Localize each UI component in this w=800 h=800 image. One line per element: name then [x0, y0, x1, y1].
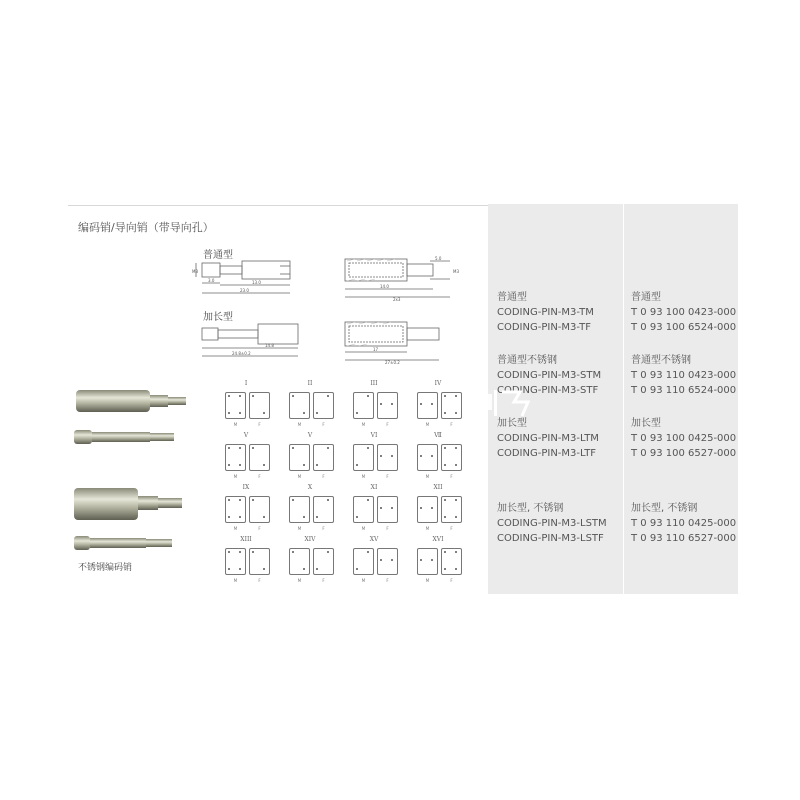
- coding-cell: [407, 434, 469, 478]
- coding-cell: [407, 486, 469, 530]
- coding-card-left: [289, 548, 310, 583]
- coding-card-left: [353, 496, 374, 531]
- coding-dot: [252, 499, 254, 501]
- coding-dot: [356, 464, 358, 466]
- panel-divider: [623, 204, 624, 594]
- coding-card-right: [313, 444, 334, 479]
- coding-dot: [367, 551, 369, 553]
- coding-card-mark: M: [233, 578, 238, 583]
- coding-dot: [455, 395, 457, 397]
- coding-dot: [431, 559, 433, 561]
- coding-dot: [431, 455, 433, 457]
- coding-cell: [343, 486, 405, 530]
- coding-card-right: [377, 496, 398, 531]
- coding-card-right: [249, 444, 270, 479]
- coding-cell: [279, 486, 341, 530]
- coding-card-left: [417, 548, 438, 583]
- photo-caption: 不锈钢编码销: [78, 563, 133, 573]
- type-label: 普通型不锈钢: [631, 355, 691, 366]
- coding-dot: [239, 516, 241, 518]
- coding-dot: [252, 447, 254, 449]
- coding-dot: [444, 464, 446, 466]
- coding-card-mark: F: [322, 474, 325, 479]
- coding-dot: [228, 499, 230, 501]
- coding-cell: [279, 538, 341, 582]
- coding-card-right: [377, 444, 398, 479]
- coding-card-left: [225, 548, 246, 583]
- coding-card-mark: F: [386, 474, 389, 479]
- coding-dot: [455, 516, 457, 518]
- coding-card-left: [225, 496, 246, 531]
- dim-std-m3: M3: [192, 269, 198, 274]
- coding-card-left: [417, 444, 438, 479]
- coding-dot: [239, 568, 241, 570]
- coding-card-mark: F: [258, 578, 261, 583]
- part-number: T 0 93 100 0425-000: [631, 433, 737, 444]
- product-name: 普通型不锈钢: [497, 355, 557, 366]
- coding-dot: [356, 568, 358, 570]
- coding-cell: [215, 434, 277, 478]
- coding-dot: [367, 447, 369, 449]
- coding-card-left: [353, 444, 374, 479]
- coding-cell: [407, 382, 469, 426]
- page-title: 编码销/导向销（带导向孔）: [78, 221, 214, 234]
- coding-cell: [343, 538, 405, 582]
- coding-card-mark: F: [258, 474, 261, 479]
- coding-dot: [316, 464, 318, 466]
- coding-card-right: [441, 548, 462, 583]
- product-code: CODING-PIN-M3-LTM: [497, 433, 599, 444]
- coding-card-mark: F: [386, 422, 389, 427]
- part-numbers-column: [631, 290, 736, 546]
- product-name: 加长型: [497, 418, 527, 429]
- coding-card-mark: M: [233, 422, 238, 427]
- coding-dot: [228, 447, 230, 449]
- product-code: CODING-PIN-M3-LSTM: [497, 518, 607, 529]
- coding-card-mark: M: [425, 578, 430, 583]
- coding-card-left: [353, 392, 374, 427]
- coding-card-right: [313, 548, 334, 583]
- coding-card-mark: F: [322, 422, 325, 427]
- type-label: 加长型: [631, 418, 661, 429]
- coding-card-right: [441, 392, 462, 427]
- coding-dot: [455, 568, 457, 570]
- top-divider: [68, 205, 488, 206]
- coding-cell: [215, 486, 277, 530]
- coding-cell: [215, 382, 277, 426]
- coding-dot: [444, 412, 446, 414]
- coding-dot: [316, 412, 318, 414]
- coding-card-mark: F: [386, 526, 389, 531]
- coding-dot: [228, 412, 230, 414]
- coding-card-right: [441, 496, 462, 531]
- coding-card-left: [353, 548, 374, 583]
- coding-card-mark: F: [386, 578, 389, 583]
- pin-photo-standard-male: [74, 430, 174, 444]
- coding-dot: [356, 516, 358, 518]
- coding-dot: [380, 507, 382, 509]
- coding-dot: [303, 412, 305, 414]
- coding-cell: [279, 382, 341, 426]
- coding-cell-label: Ⅶ: [434, 432, 442, 439]
- pin-photo-long-male: [74, 536, 172, 550]
- dim-std-13: 13.0: [252, 280, 261, 285]
- coding-dot: [420, 559, 422, 561]
- part-number: T 0 93 110 6527-000: [631, 533, 737, 544]
- coding-card-left: [289, 444, 310, 479]
- coding-card-mark: F: [258, 526, 261, 531]
- product-code: CODING-PIN-M3-LTF: [497, 448, 597, 459]
- part-number: T 0 93 100 0423-000: [631, 307, 737, 318]
- pin-photo-standard-female: [76, 390, 186, 412]
- coding-card-right: [377, 392, 398, 427]
- coding-card-right: [377, 548, 398, 583]
- coding-dot: [228, 395, 230, 397]
- type-label: 加长型, 不锈钢: [631, 503, 698, 514]
- coding-dot: [444, 551, 446, 553]
- type-label: 普通型: [631, 292, 661, 303]
- drawing-standard-female: [335, 255, 465, 305]
- coding-dot: [455, 464, 457, 466]
- coding-card-mark: F: [450, 474, 453, 479]
- coding-dot: [444, 395, 446, 397]
- coding-card-mark: F: [450, 578, 453, 583]
- coding-card-mark: M: [297, 526, 302, 531]
- coding-card-mark: F: [450, 526, 453, 531]
- coding-dot: [292, 395, 294, 397]
- coding-cell-label: I: [244, 380, 248, 387]
- coding-dot: [263, 412, 265, 414]
- coding-card-right: [249, 392, 270, 427]
- product-code: CODING-PIN-M3-TM: [497, 307, 594, 318]
- coding-dot: [455, 551, 457, 553]
- part-number: T 0 93 100 6524-000: [631, 322, 737, 333]
- coding-dot: [391, 559, 393, 561]
- coding-dot: [444, 499, 446, 501]
- coding-dot: [252, 395, 254, 397]
- coding-dot: [327, 447, 329, 449]
- coding-dot: [228, 551, 230, 553]
- part-number: T 0 93 100 6527-000: [631, 448, 737, 459]
- coding-dot: [327, 551, 329, 553]
- coding-card-mark: F: [322, 578, 325, 583]
- coding-dot: [455, 499, 457, 501]
- coding-dot: [420, 507, 422, 509]
- pin-photos: [70, 380, 200, 570]
- coding-card-mark: M: [233, 474, 238, 479]
- coding-dot: [228, 516, 230, 518]
- coding-cell-label: VI: [370, 432, 378, 439]
- coding-dot: [380, 559, 382, 561]
- coding-dot: [228, 464, 230, 466]
- coding-dot: [380, 403, 382, 405]
- overlay-artifact: [462, 388, 547, 420]
- coding-cell-label: XV: [369, 536, 379, 543]
- coding-dot: [239, 499, 241, 501]
- coding-card-right: [249, 548, 270, 583]
- coding-cell-label: XI: [370, 484, 378, 491]
- coding-cell: [215, 538, 277, 582]
- coding-dot: [444, 568, 446, 570]
- coding-card-left: [289, 392, 310, 427]
- pin-photo-long-female: [74, 488, 182, 520]
- coding-cell-label: XVI: [432, 536, 444, 543]
- coding-dot: [239, 395, 241, 397]
- coding-cell: [279, 434, 341, 478]
- coding-cell-label: V: [307, 432, 313, 439]
- coding-dot: [228, 568, 230, 570]
- coding-dot: [327, 499, 329, 501]
- coding-card-mark: F: [450, 422, 453, 427]
- coding-cell-label: IX: [242, 484, 250, 491]
- dim-stdf-2x3: 2x3: [393, 297, 401, 302]
- coding-card-left: [289, 496, 310, 531]
- coding-cell: [343, 382, 405, 426]
- product-code: CODING-PIN-M3-TF: [497, 322, 591, 333]
- coding-dot: [263, 464, 265, 466]
- coding-dot: [444, 447, 446, 449]
- coding-cell-label: XII: [433, 484, 443, 491]
- coding-dot: [316, 568, 318, 570]
- product-name: 加长型, 不锈钢: [497, 503, 564, 514]
- dim-std-23: 23.0: [240, 288, 249, 293]
- coding-cell-label: XIV: [304, 536, 316, 543]
- coding-card-mark: M: [425, 474, 430, 479]
- dim-longf-17: 17: [373, 347, 379, 352]
- coding-dot: [356, 412, 358, 414]
- coding-card-mark: M: [361, 422, 366, 427]
- coding-cell-label: III: [370, 380, 378, 387]
- coding-cell: [343, 434, 405, 478]
- part-number: T 0 93 110 6524-000: [631, 385, 737, 396]
- coding-cell-label: II: [307, 380, 313, 387]
- coding-dot: [303, 516, 305, 518]
- dim-stdf-14: 14.0: [380, 284, 389, 289]
- coding-dot: [391, 403, 393, 405]
- coding-dot: [391, 507, 393, 509]
- coding-card-mark: M: [233, 526, 238, 531]
- dim-longf-27: 27±0.2: [385, 360, 400, 365]
- drawing-long-female: [335, 318, 465, 368]
- coding-card-left: [225, 444, 246, 479]
- coding-dot: [367, 499, 369, 501]
- coding-card-right: [441, 444, 462, 479]
- coding-dot: [239, 447, 241, 449]
- dim-stdf-m3: M3: [453, 269, 459, 274]
- coding-card-right: [249, 496, 270, 531]
- coding-card-left: [417, 392, 438, 427]
- coding-card-mark: M: [297, 422, 302, 427]
- coding-cell-label: V: [243, 432, 249, 439]
- coding-card-mark: M: [361, 474, 366, 479]
- coding-dot: [292, 499, 294, 501]
- coding-dot: [420, 403, 422, 405]
- coding-dot: [263, 516, 265, 518]
- coding-cell-label: IV: [434, 380, 442, 387]
- product-code: CODING-PIN-M3-STM: [497, 370, 602, 381]
- type-label-standard: 普通型: [203, 250, 233, 261]
- coding-dot: [367, 395, 369, 397]
- dim-long-148: 14.8: [265, 343, 274, 348]
- coding-dot: [292, 551, 294, 553]
- coding-dot: [239, 412, 241, 414]
- coding-card-mark: M: [425, 526, 430, 531]
- coding-dot: [380, 455, 382, 457]
- coding-dot: [431, 403, 433, 405]
- coding-dot: [263, 568, 265, 570]
- coding-dot: [327, 395, 329, 397]
- coding-card-right: [313, 496, 334, 531]
- coding-dot: [303, 568, 305, 570]
- coding-card-mark: M: [297, 578, 302, 583]
- part-number: T 0 93 110 0423-000: [631, 370, 737, 381]
- coding-dot: [292, 447, 294, 449]
- coding-card-mark: M: [297, 474, 302, 479]
- coding-card-mark: M: [361, 578, 366, 583]
- coding-dot: [316, 516, 318, 518]
- coding-card-mark: M: [425, 422, 430, 427]
- coding-cell-label: XIII: [240, 536, 252, 543]
- drawing-standard-male: [190, 255, 310, 300]
- coding-dot: [391, 455, 393, 457]
- product-code: CODING-PIN-M3-LSTF: [497, 533, 604, 544]
- part-number: T 0 93 110 0425-000: [631, 518, 737, 529]
- dim-long-248: 24.8±0.2: [232, 351, 251, 356]
- coding-dot: [239, 464, 241, 466]
- coding-card-mark: F: [258, 422, 261, 427]
- coding-card-mark: F: [322, 526, 325, 531]
- product-name: 普通型: [497, 292, 527, 303]
- dim-std-3: 3.0: [208, 278, 215, 283]
- coding-card-left: [417, 496, 438, 531]
- coding-dot: [455, 412, 457, 414]
- coding-dot: [444, 516, 446, 518]
- coding-card-mark: M: [361, 526, 366, 531]
- dim-stdf-5: 5.0: [435, 256, 442, 261]
- coding-grid: [215, 382, 475, 592]
- drawing-long-male: [190, 318, 320, 363]
- coding-dot: [303, 464, 305, 466]
- coding-card-left: [225, 392, 246, 427]
- coding-card-right: [313, 392, 334, 427]
- coding-dot: [431, 507, 433, 509]
- coding-cell-label: X: [307, 484, 313, 491]
- coding-dot: [252, 551, 254, 553]
- coding-dot: [455, 447, 457, 449]
- coding-dot: [420, 455, 422, 457]
- type-label-long: 加长型: [203, 312, 233, 323]
- coding-dot: [239, 551, 241, 553]
- coding-cell: [407, 538, 469, 582]
- product-code: CODING-PIN-M3-STF: [497, 385, 599, 396]
